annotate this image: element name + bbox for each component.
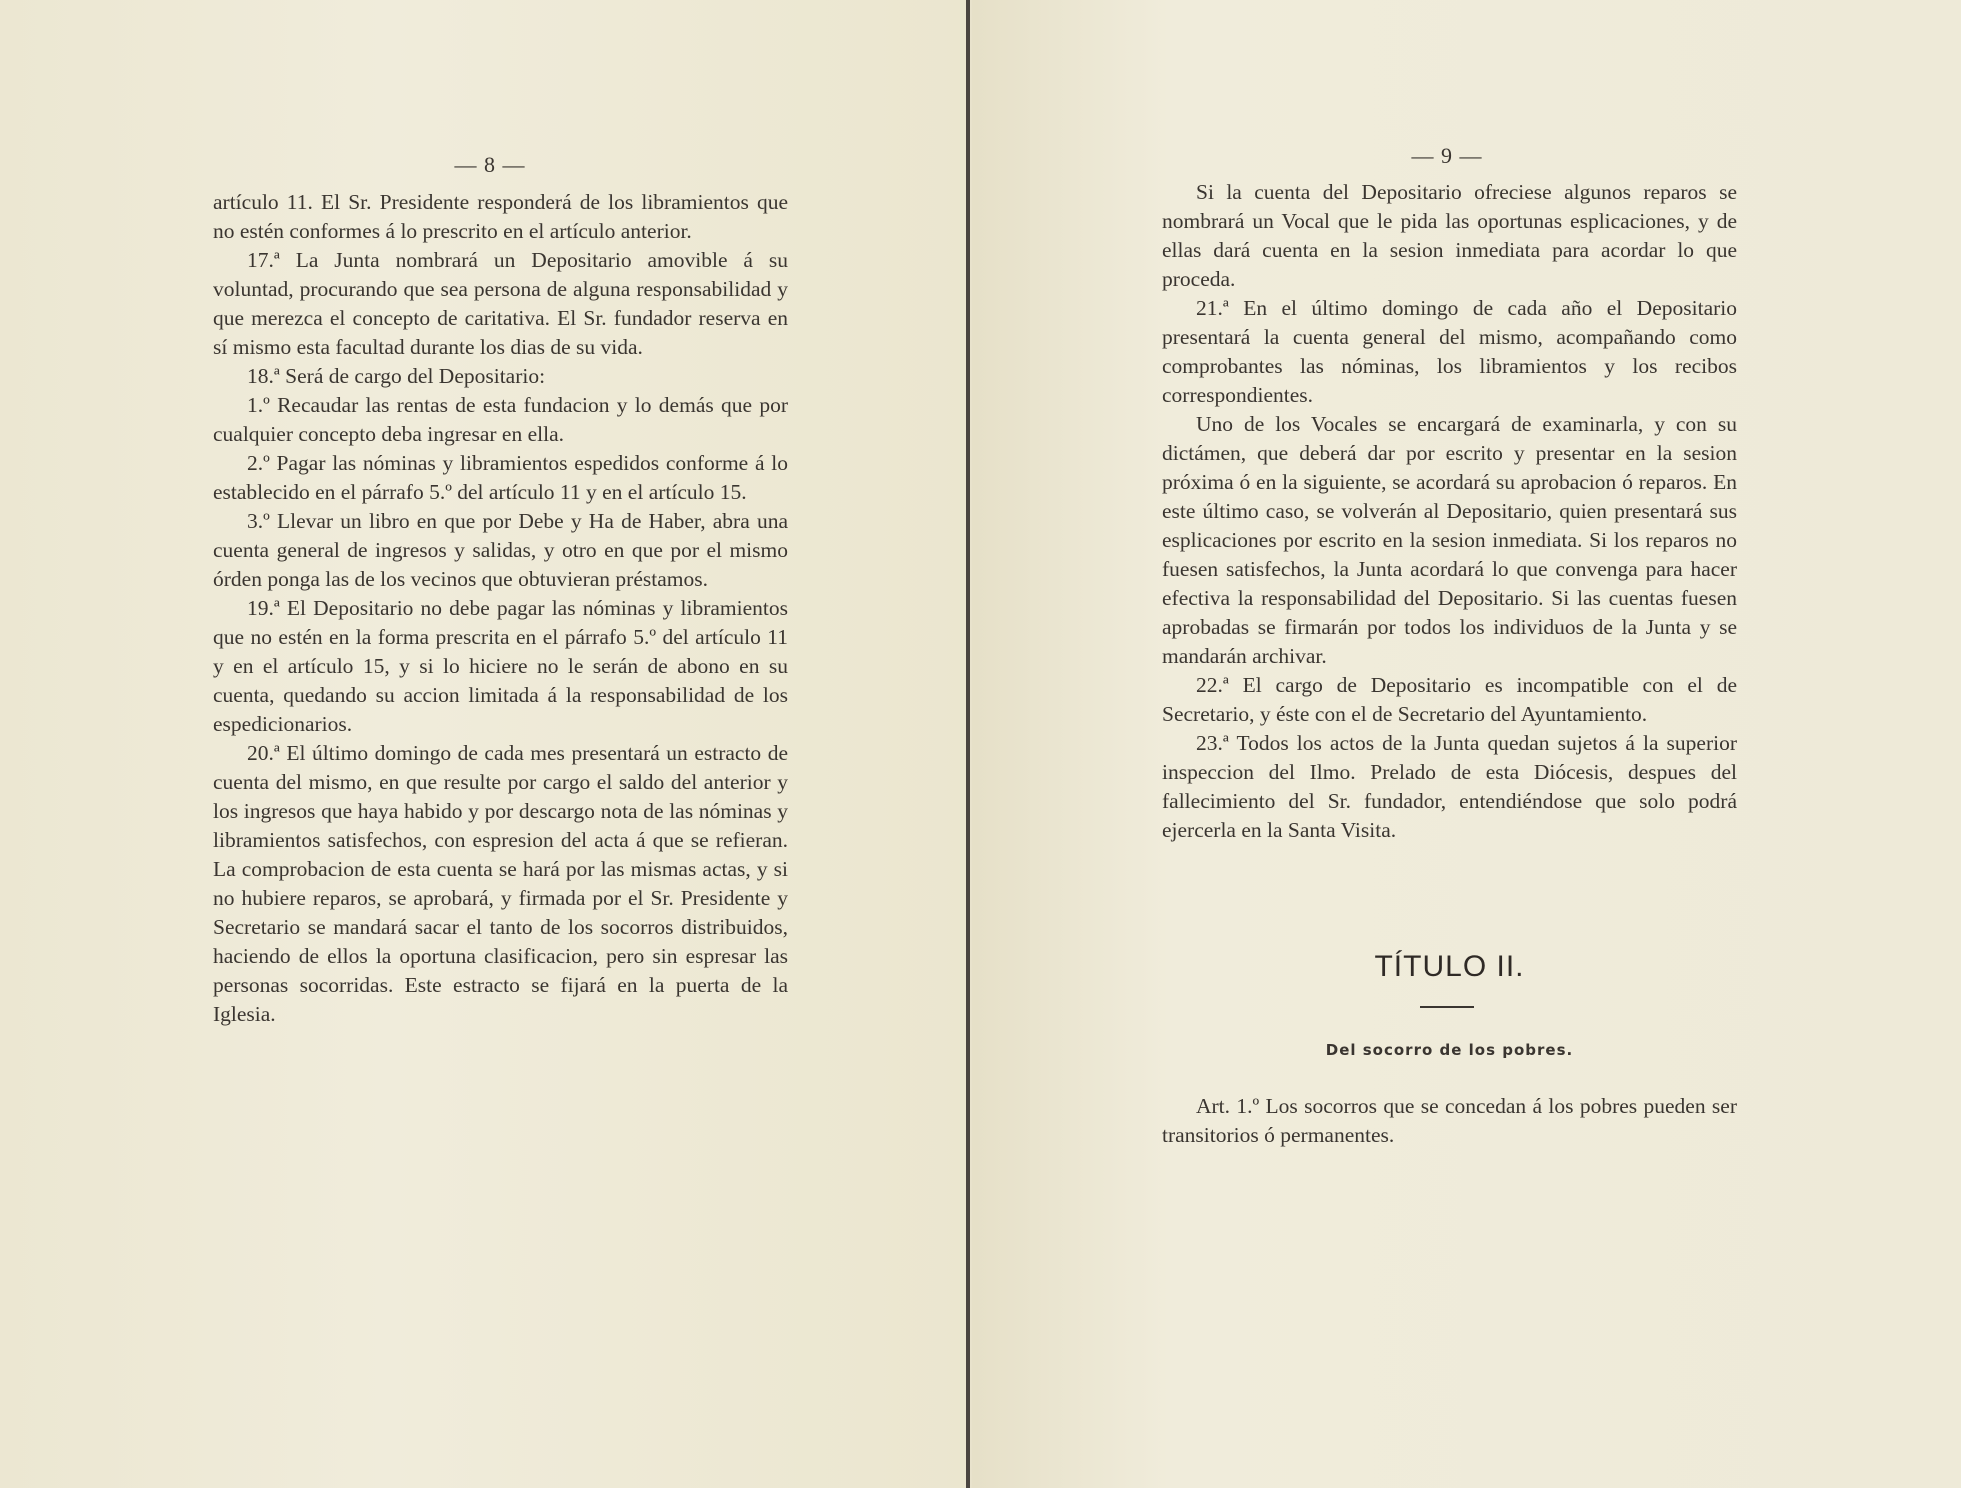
page-number: — 8 — [454,152,526,177]
left-page [0,0,968,1488]
paragraph: 22.ª El cargo de Depositario es incompatible con el de Secretario, y éste con el de Secretario del Ayuntamiento. [1162,673,1737,726]
section-subtitle: Del socorro de los pobres. [1325,1041,1574,1059]
paragraph: Art. 1.º Los socorros que se concedan á los pobres pueden ser transitorios ó permanentes. [1162,1094,1737,1147]
title-rule [1420,1006,1474,1008]
article-text [1162,1092,1737,1150]
paragraph: 23.ª Todos los actos de la Junta quedan sujetos á la superior inspeccion del Ilmo. Prelado de esta Diócesis, despues del fallecimiento del Sr. fundador, entendiéndose que solo podrá ejercerla en la Santa Visita. [1162,731,1737,842]
book-gutter [966,0,970,1488]
paragraph: 17.ª La Junta nombrará un Depositario amovible á su voluntad, procurando que sea persona de alguna responsabilidad y que merezca el concepto de caritativa. El Sr. fundador reserva en sí mismo esta facultad durante los dias de su vida. [213,248,788,359]
section-title: TÍTULO II. [1374,950,1525,983]
paragraph: Uno de los Vocales se encargará de examinarla, y con su dictámen, que deberá dar por escrito y presentar en la sesion próxima ó en la siguiente, se acordará su aprobacion ó reparos. En este último caso, se volverán al Depositario, quien presentará sus esplicaciones por escrito en la sesion inmediata. Si los reparos no fuesen satisfechos, la Junta acordará lo que convenga para hacer efectiva la responsabilidad del Depositario. Si las cuentas fuesen aprobadas se firmarán por todos los individuos de la Junta y se mandarán archivar. [1162,412,1737,668]
left-page-body [213,188,788,1029]
paragraph: 3.º Llevar un libro en que por Debe y Ha de Haber, abra una cuenta general de ingresos y salidas, y otro en que por el mismo órden ponga las de los vecinos que obtuvieran préstamos. [213,509,788,591]
paragraph: artículo 11. El Sr. Presidente responderá de los libramientos que no estén conformes á lo prescrito en el artículo anterior. [213,190,788,243]
paragraph: 18.ª Será de cargo del Depositario: [247,364,546,388]
paragraph: 19.ª El Depositario no debe pagar las nóminas y libramientos que no estén en la forma prescrita en el párrafo 5.º del artículo 11 y en el artículo 15, y si lo hiciere no le serán de abono en su cuenta, quedando su accion limitada á la responsabilidad de los espedicionarios. [213,596,788,736]
paragraph: 21.ª En el último domingo de cada año el Depositario presentará la cuenta general del mismo, acompañando como comprobantes las nóminas, los libramientos y los recibos correspondientes. [1162,296,1737,407]
paragraph: 2.º Pagar las nóminas y libramientos espedidos conforme á lo establecido en el párrafo 5.º del artículo 11 y en el artículo 15. [213,451,788,504]
paragraph: Si la cuenta del Depositario ofreciese algunos reparos se nombrará un Vocal que le pida las oportunas esplicaciones, y de ellas dará cuenta en la sesion inmediata para acordar lo que proceda. [1162,180,1737,291]
page-number: — 9 — [1411,143,1483,168]
paragraph: 1.º Recaudar las rentas de esta fundacion y lo demás que por cualquier concepto deba ingresar en ella. [213,393,788,446]
right-page-body [1162,178,1737,845]
paragraph: 20.ª El último domingo de cada mes presentará un estracto de cuenta del mismo, en que resulte por cargo el saldo del anterior y los ingresos que haya habido y por descargo nota de las nóminas y libramientos satisfechos, con espresion del acta á que se refieran. La comprobacion de esta cuenta se hará por las mismas actas, y si no hubiere reparos, se aprobará, y firmada por el Sr. Presidente y Secretario se mandará sacar el tanto de los socorros distribuidos, haciendo de ellos la oportuna clasificacion, pero sin espresar las personas socorridas. Este estracto se fijará en la puerta de la Iglesia. [213,741,788,1026]
